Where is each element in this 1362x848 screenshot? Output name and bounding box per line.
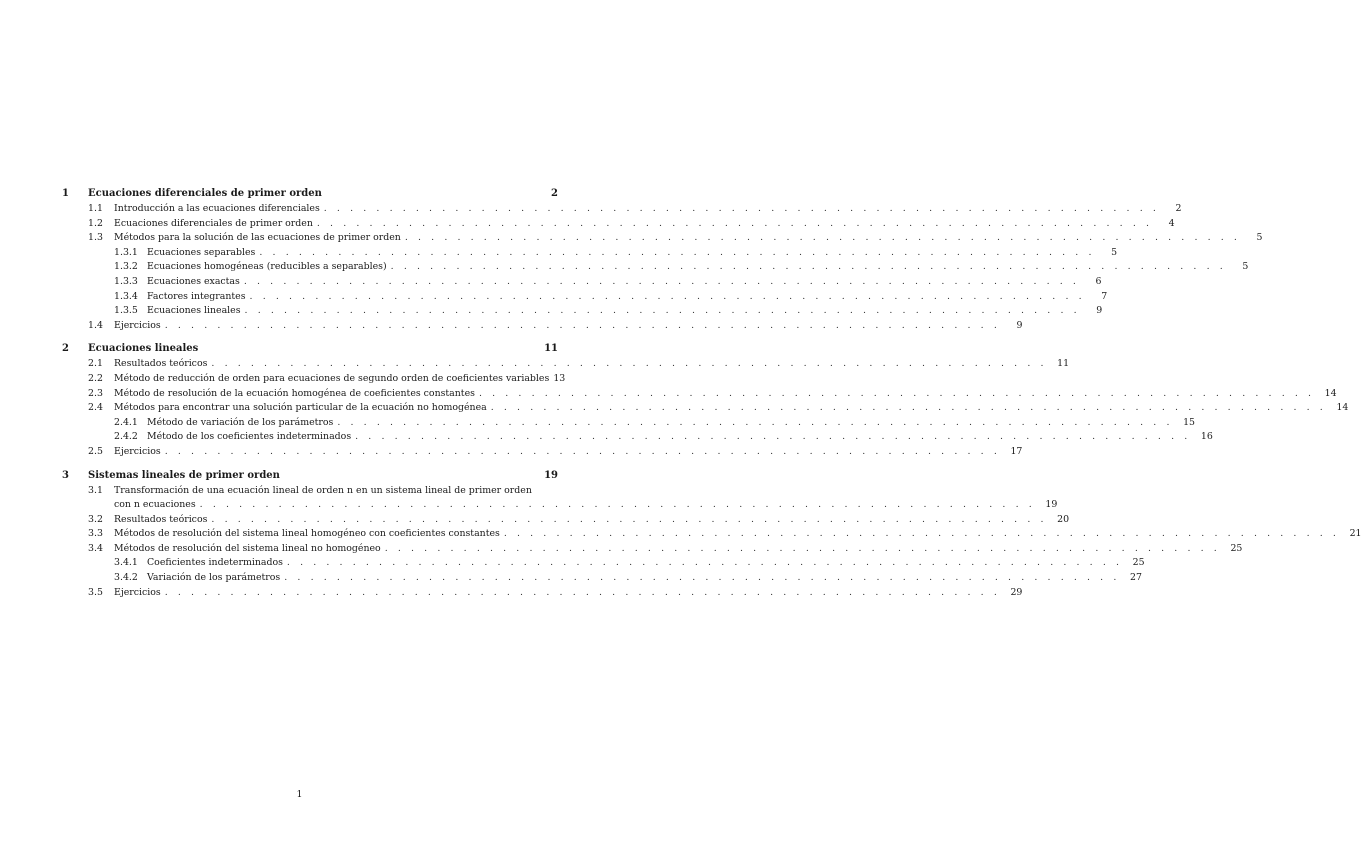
entry-title: Ecuaciones exactas bbox=[147, 275, 240, 287]
toc-subsection-entry[interactable] bbox=[62, 260, 1249, 275]
entry-title: Método de variación de los parámetros bbox=[147, 416, 334, 428]
dot-leader: . . . . . . . . . . . . . . . . . . . . . . . . . . . . . . . . . . . . . . . . . . . . . . . . . . . . . . . . . . . . . . . . bbox=[355, 431, 1191, 443]
toc-section-entry[interactable] bbox=[62, 387, 1337, 402]
entry-number: 1.1 bbox=[88, 203, 103, 214]
dot-leader: . . . . . . . . . . . . . . . . . . . . . . . . . . . . . . . . . . . . . . . . . . . . . . . . . . . . . . . . . . . . . . . . bbox=[323, 203, 1160, 214]
entry-page-number: 14 bbox=[1336, 402, 1349, 414]
entry-page-number: 2 bbox=[1175, 203, 1182, 214]
toc-subsection-entry[interactable] bbox=[62, 556, 1145, 571]
toc-section-entry[interactable] bbox=[62, 372, 566, 387]
entry-number: 3.1 bbox=[88, 484, 103, 496]
entry-page-number: 17 bbox=[1010, 445, 1023, 457]
entry-number: 3.2 bbox=[88, 513, 103, 525]
entry-title: Ecuaciones lineales bbox=[147, 305, 241, 317]
entry-title: Introducción a las ecuaciones diferenciales bbox=[114, 203, 320, 214]
dot-leader: . . . . . . . . . . . . . . . . . . . . . . . . . . . . . . . . . . . . . . . . . . . . . . . . . . . . . . . . . . . . . . . . bbox=[404, 232, 1241, 244]
entry-number: 3.4 bbox=[88, 542, 103, 554]
dot-leader: . . . . . . . . . . . . . . . . . . . . . . . . . . . . . . . . . . . . . . . . . . . . . . . . . . . . . . . . . . . . . . . . bbox=[211, 513, 1048, 525]
entry-page-number: 29 bbox=[1010, 586, 1023, 598]
entry-title-continuation: con n ecuaciones bbox=[114, 499, 196, 511]
entry-page-number: 14 bbox=[1324, 387, 1337, 399]
entry-title: Métodos de resolución del sistema lineal no homogéneo bbox=[114, 542, 381, 554]
entry-page-number: 5 bbox=[1256, 232, 1263, 244]
entry-page-number: 6 bbox=[1095, 275, 1102, 287]
toc-section-entry[interactable] bbox=[62, 401, 1349, 416]
entry-title: Método de resolución de la ecuación homogénea de coeficientes constantes bbox=[114, 387, 475, 399]
toc-section-entry-continuation bbox=[62, 498, 1058, 513]
entry-number: 3 bbox=[62, 469, 69, 481]
toc-section-entry[interactable] bbox=[62, 231, 1263, 246]
toc-section-entry[interactable] bbox=[62, 319, 1023, 334]
entry-number: 1.3.5 bbox=[114, 305, 138, 317]
page-number: 1 bbox=[296, 789, 303, 800]
toc-subsection-entry[interactable] bbox=[62, 430, 1213, 445]
dot-leader: . . . . . . . . . . . . . . . . . . . . . . . . . . . . . . . . . . . . . . . . . . . . . . . . . . . . . . . . . . . . . . . . bbox=[503, 528, 1340, 540]
entry-page-number: 27 bbox=[1129, 572, 1142, 584]
entry-number: 3.5 bbox=[88, 586, 103, 598]
entry-title: Ecuaciones diferenciales de primer orden bbox=[114, 217, 313, 229]
toc-chapter-entry[interactable] bbox=[62, 467, 558, 484]
entry-page-number: 13 bbox=[553, 372, 566, 384]
entry-title: Ejercicios bbox=[114, 319, 161, 331]
entry-title: Resultados teóricos bbox=[114, 358, 208, 370]
dot-leader: . . . . . . . . . . . . . . . . . . . . . . . . . . . . . . . . . . . . . . . . . . . . . . . . . . . . . . . . . . . . . . . . bbox=[211, 358, 1048, 370]
entry-page-number: 25 bbox=[1132, 557, 1145, 569]
entry-title: Sistemas lineales de primer orden bbox=[88, 469, 280, 481]
entry-number: 2.5 bbox=[88, 445, 103, 457]
entry-title: Métodos para encontrar una solución particular de la ecuación no homogénea bbox=[114, 402, 487, 414]
entry-page-number: 21 bbox=[1349, 528, 1362, 540]
toc-section-entry[interactable] bbox=[62, 586, 1023, 601]
toc-section-entry[interactable] bbox=[62, 445, 1023, 460]
entry-page-number: 7 bbox=[1101, 290, 1108, 302]
entry-number: 2.4 bbox=[88, 402, 103, 414]
entry-page-number: 15 bbox=[1183, 416, 1196, 428]
dot-leader: . . . . . . . . . . . . . . . . . . . . . . . . . . . . . . . . . . . . . . . . . . . . . . . . . . . . . . . . . . . . . . . . bbox=[286, 557, 1123, 569]
entry-page-number: 19 bbox=[544, 469, 558, 481]
entry-number: 1.3.3 bbox=[114, 275, 138, 287]
entry-number: 1.2 bbox=[88, 217, 103, 229]
toc-subsection-entry[interactable] bbox=[62, 246, 1118, 261]
toc-section-entry[interactable] bbox=[62, 542, 1243, 557]
entry-page-number: 4 bbox=[1168, 217, 1175, 229]
entry-number: 1.3.2 bbox=[114, 261, 138, 273]
toc-subsection-entry[interactable] bbox=[62, 416, 1196, 431]
table-of-contents bbox=[62, 185, 1362, 600]
entry-page-number: 9 bbox=[1016, 319, 1023, 331]
dot-leader: . . . . . . . . . . . . . . . . . . . . . . . . . . . . . . . . . . . . . . . . . . . . . . . . . . . . . . . . . . . . . . . . bbox=[164, 586, 1001, 598]
dot-leader: . . . . . . . . . . . . . . . . . . . . . . . . . . . . . . . . . . . . . . . . . . . . . . . . . . . . . . . . . . . . . . . . bbox=[316, 217, 1153, 229]
toc-section-entry[interactable] bbox=[62, 513, 1070, 528]
toc-subsection-entry[interactable] bbox=[62, 290, 1108, 305]
toc-section-entry[interactable] bbox=[62, 217, 1175, 232]
entry-number: 3.4.2 bbox=[114, 572, 138, 584]
entry-page-number: 2 bbox=[551, 188, 558, 199]
toc-section-entry[interactable] bbox=[62, 484, 558, 499]
entry-page-number: 5 bbox=[1242, 261, 1249, 273]
entry-number: 2.3 bbox=[88, 387, 103, 399]
entry-number: 2.1 bbox=[88, 358, 103, 370]
entry-title: Ejercicios bbox=[114, 445, 161, 457]
dot-leader: . . . . . . . . . . . . . . . . . . . . . . . . . . . . . . . . . . . . . . . . . . . . . . . . . . . . . . . . . . . . . . . . bbox=[164, 445, 1001, 457]
toc-subsection-entry[interactable] bbox=[62, 571, 1142, 586]
entry-title: Resultados teóricos bbox=[114, 513, 208, 525]
entry-title: Ecuaciones lineales bbox=[88, 343, 199, 355]
toc-section-entry[interactable] bbox=[62, 527, 1362, 542]
dot-leader: . . . . . . . . . . . . . . . . . . . . . . . . . . . . . . . . . . . . . . . . . . . . . . . . . . . . . . . . . . . . . . . . bbox=[164, 319, 1001, 331]
toc-subsection-entry[interactable] bbox=[62, 275, 1102, 290]
toc-subsection-entry[interactable] bbox=[62, 304, 1103, 319]
entry-title: Ecuaciones separables bbox=[147, 246, 256, 258]
dot-leader: . . . . . . . . . . . . . . . . . . . . . . . . . . . . . . . . . . . . . . . . . . . . . . . . . . . . . . . . . . . . . . . . bbox=[199, 499, 1036, 511]
toc-section-entry[interactable] bbox=[62, 202, 1182, 217]
toc-section-entry[interactable] bbox=[62, 357, 1070, 372]
entry-title: Transformación de una ecuación lineal de orden n en un sistema lineal de primer orden bbox=[114, 484, 532, 496]
entry-number: 2 bbox=[62, 343, 69, 355]
entry-number: 1.3.1 bbox=[114, 246, 138, 258]
dot-leader: . . . . . . . . . . . . . . . . . . . . . . . . . . . . . . . . . . . . . . . . . . . . . . . . . . . . . . . . . . . . . . . . bbox=[284, 572, 1120, 584]
dot-leader: . . . . . . . . . . . . . . . . . . . . . . . . . . . . . . . . . . . . . . . . . . . . . . . . . . . . . . . . . . . . . . . . bbox=[244, 305, 1081, 317]
entry-title: Ecuaciones diferenciales de primer orden bbox=[88, 188, 322, 199]
entry-title: Método de reducción de orden para ecuaciones de segundo orden de coeficientes variables bbox=[114, 372, 550, 384]
entry-title: Métodos para la solución de las ecuaciones de primer orden bbox=[114, 232, 401, 244]
entry-page-number: 11 bbox=[1057, 358, 1070, 370]
toc-chapter-entry[interactable] bbox=[62, 340, 558, 357]
entry-page-number: 5 bbox=[1111, 246, 1118, 258]
entry-title: Factores integrantes bbox=[147, 290, 246, 302]
entry-page-number: 11 bbox=[544, 343, 558, 355]
dot-leader: . . . . . . . . . . . . . . . . . . . . . . . . . . . . . . . . . . . . . . . . . . . . . . . . . . . . . . . . . . . . . . . . bbox=[478, 387, 1315, 399]
dot-leader: . . . . . . . . . . . . . . . . . . . . . . . . . . . . . . . . . . . . . . . . . . . . . . . . . . . . . . . . . . . . . . . . bbox=[384, 542, 1221, 554]
dot-leader: . . . . . . . . . . . . . . . . . . . . . . . . . . . . . . . . . . . . . . . . . . . . . . . . . . . . . . . . . . . . . . . . bbox=[243, 275, 1080, 287]
dot-leader: . . . . . . . . . . . . . . . . . . . . . . . . . . . . . . . . . . . . . . . . . . . . . . . . . . . . . . . . . . . . . . . . bbox=[390, 261, 1227, 273]
entry-title: Coeficientes indeterminados bbox=[147, 557, 283, 569]
entry-number: 2.4.2 bbox=[114, 431, 138, 443]
entry-title: Método de los coeficientes indeterminados bbox=[147, 431, 352, 443]
entry-page-number: 25 bbox=[1230, 542, 1243, 554]
entry-page-number: 16 bbox=[1200, 431, 1213, 443]
entry-page-number: 9 bbox=[1096, 305, 1103, 317]
dot-leader: . . . . . . . . . . . . . . . . . . . . . . . . . . . . . . . . . . . . . . . . . . . . . . . . . . . . . . . . . . . . . . . . bbox=[259, 246, 1096, 258]
dot-leader: . . . . . . . . . . . . . . . . . . . . . . . . . . . . . . . . . . . . . . . . . . . . . . . . . . . . . . . . . . . . . . . . bbox=[249, 290, 1086, 302]
entry-number: 3.4.1 bbox=[114, 557, 138, 569]
entry-number: 2.4.1 bbox=[114, 416, 138, 428]
entry-number: 3.3 bbox=[88, 528, 103, 540]
dot-leader: . . . . . . . . . . . . . . . . . . . . . . . . . . . . . . . . . . . . . . . . . . . . . . . . . . . . . . . . . . . . . . . . bbox=[490, 402, 1327, 414]
entry-number: 2.2 bbox=[88, 372, 103, 384]
entry-title: Variación de los parámetros bbox=[147, 572, 281, 584]
dot-leader: . . . . . . . . . . . . . . . . . . . . . . . . . . . . . . . . . . . . . . . . . . . . . . . . . . . . . . . . . . . . . . . . bbox=[337, 416, 1174, 428]
entry-number: 1 bbox=[62, 188, 69, 199]
entry-title: Métodos de resolución del sistema lineal homogéneo con coeficientes constantes bbox=[114, 528, 500, 540]
entry-number: 1.3.4 bbox=[114, 290, 138, 302]
toc-chapter-entry[interactable] bbox=[62, 185, 558, 202]
entry-number: 1.3 bbox=[88, 232, 103, 244]
entry-title: Ejercicios bbox=[114, 586, 161, 598]
entry-page-number: 19 bbox=[1045, 499, 1058, 511]
entry-number: 1.4 bbox=[88, 319, 103, 331]
entry-title: Ecuaciones homogéneas (reducibles a separables) bbox=[147, 261, 387, 273]
entry-page-number: 20 bbox=[1057, 513, 1070, 525]
